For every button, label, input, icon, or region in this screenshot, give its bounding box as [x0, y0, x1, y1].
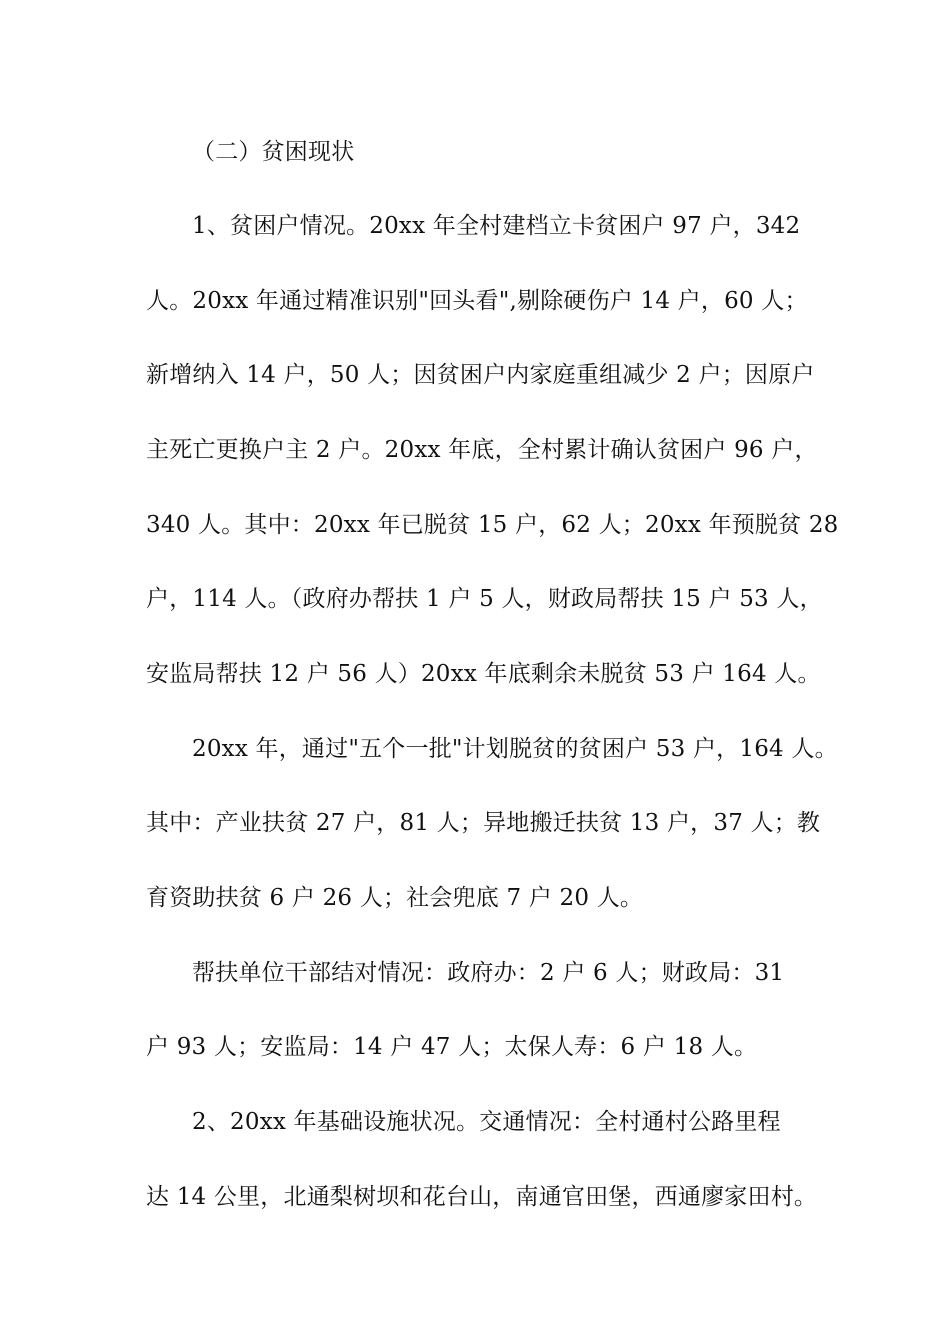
paragraph-line: 帮扶单位干部结对情况：政府办：2 户 6 人；财政局：31 [192, 960, 785, 986]
paragraph-line: 340 人。其中：20xx 年已脱贫 15 户，62 人；20xx 年预脱贫 28 [146, 512, 839, 538]
paragraph-line: 2、20xx 年基础设施状况。交通情况：全村通村公路里程 [192, 1109, 781, 1135]
paragraph-line: 育资助扶贫 6 户 26 人；社会兜底 7 户 20 人。 [146, 885, 644, 911]
paragraph-line: 新增纳入 14 户，50 人；因贫困户内家庭重组减少 2 户；因原户 [146, 362, 815, 388]
paragraph-line: 主死亡更换户主 2 户。20xx 年底，全村累计确认贫困户 96 户， [146, 437, 818, 463]
paragraph-line: 安监局帮扶 12 户 56 人）20xx 年底剩余未脱贫 53 户 164 人。 [146, 661, 821, 687]
paragraph-line: 20xx 年，通过"五个一批"计划脱贫的贫困户 53 户，164 人。 [192, 736, 838, 762]
section-heading: （二）贫困现状 [192, 139, 355, 165]
paragraph-line: 人。20xx 年通过精准识别"回头看",剔除硬伤户 14 户，60 人； [146, 288, 808, 314]
paragraph-line: 1、贫困户情况。20xx 年全村建档立卡贫困户 97 户，342 [192, 213, 801, 239]
paragraph-line: 户，114 人。（政府办帮扶 1 户 5 人，财政局帮扶 15 户 53 人， [146, 586, 823, 612]
paragraph-line: 户 93 人；安监局：14 户 47 人；太保人寿：6 户 18 人。 [146, 1034, 758, 1060]
paragraph-line: 其中：产业扶贫 27 户，81 人；异地搬迁扶贫 13 户，37 人；教 [146, 810, 821, 836]
paragraph-line: 达 14 公里，北通梨树坝和花台山，南通官田堡，西通廖家田村。 [146, 1184, 818, 1210]
